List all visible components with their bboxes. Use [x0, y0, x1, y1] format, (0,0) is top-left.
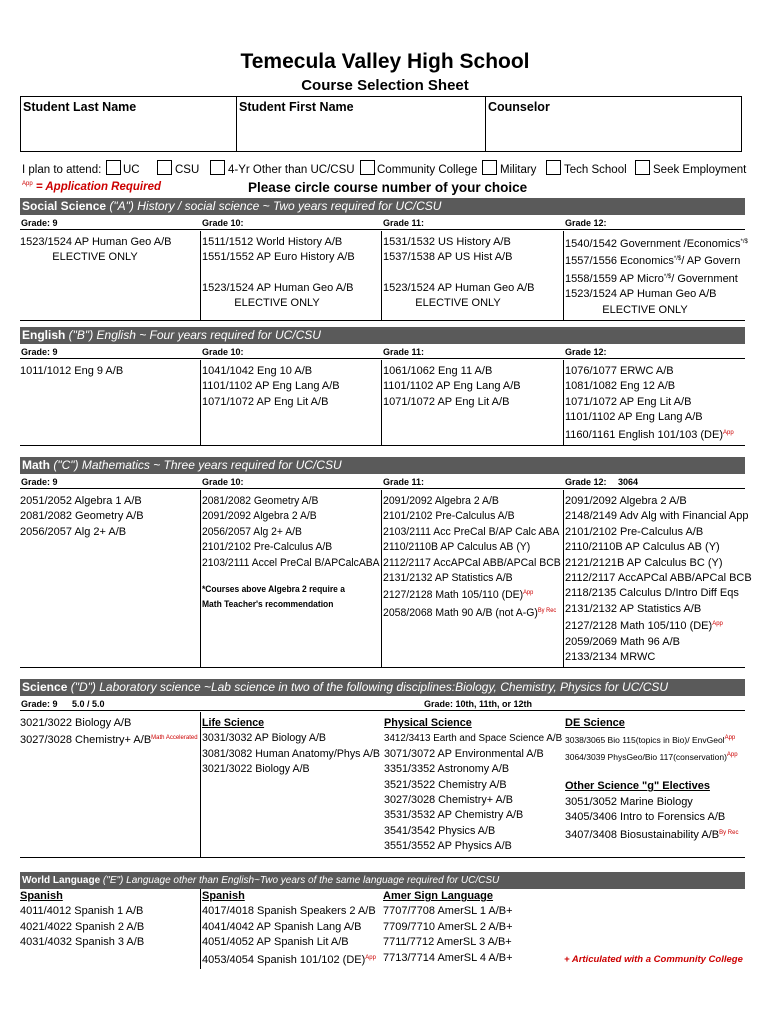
divider: [200, 231, 201, 320]
course-sup: App: [726, 752, 738, 759]
other-science-heading: Other Science "g" Electives: [565, 780, 710, 793]
english-grade-row: [20, 345, 745, 359]
course-item[interactable]: 1523/1524 AP Human Geo A/B: [202, 281, 354, 294]
english-band-italic: ("B") English ~ Four years required for UC/CSU: [68, 328, 321, 342]
spanish-2-cell: [202, 889, 376, 968]
last-name-label: Student Last Name: [23, 100, 137, 114]
course-sup: Math Accelerated: [151, 735, 198, 742]
course-item[interactable]: [565, 235, 748, 252]
course-item[interactable]: [20, 731, 198, 748]
course-item[interactable]: 2133/2134 MRWC: [565, 651, 656, 664]
science-band-italic: ("D") Laboratory science ~Lab science in two of the following disciplines:Biology, Chemistry, Physics for UC/CSU: [67, 680, 669, 694]
app-note-text: = Application Required: [35, 181, 162, 193]
checkbox-4yr[interactable]: [210, 160, 225, 175]
science-gpa: 5.0 / 5.0: [72, 699, 105, 709]
course-item[interactable]: 3405/3406 Intro to Forensics A/B: [565, 811, 726, 824]
course-item[interactable]: 1511/1512 World History A/B: [202, 236, 343, 248]
course-text: 1558/1559 AP Micro: [565, 272, 664, 285]
divider: [200, 712, 201, 857]
course-item[interactable]: 3071/3072 AP Environmental A/B: [384, 747, 544, 760]
course-item[interactable]: [565, 748, 738, 765]
circle-note: Please circle course number of your choice: [248, 180, 528, 195]
elective-note: ELECTIVE ONLY: [234, 297, 320, 310]
course-sup: By Rec: [719, 829, 739, 836]
course-sup: App: [724, 735, 736, 742]
course-text: 3027/3028 Chemistry+ A/B: [20, 734, 152, 747]
math-g12-cell: [565, 494, 752, 665]
course-item[interactable]: [565, 617, 752, 634]
social-g12-cell: [565, 235, 748, 318]
social-g11-cell: [383, 235, 534, 312]
course-text: 3064/3039 PhysGeo/Bio 117(conservation): [565, 752, 727, 763]
course-item[interactable]: 3551/3552 AP Physics A/B: [384, 840, 512, 853]
course-item[interactable]: 3541/3542 Physics A/B: [384, 824, 496, 837]
science-section: [20, 712, 745, 858]
course-item[interactable]: [565, 426, 734, 443]
counselor-box[interactable]: [485, 96, 742, 152]
course-item[interactable]: 2103/2111 Accel PreCal B/APCalcABA: [202, 556, 380, 569]
course-item[interactable]: [565, 731, 738, 748]
course-item[interactable]: 1523/1524 AP Human Geo A/B: [20, 236, 172, 248]
course-item[interactable]: 3021/3022 Biology A/B: [202, 763, 310, 776]
english-band-bold: English: [22, 328, 69, 342]
course-item[interactable]: 2110/2110B AP Calculus AB (Y): [383, 541, 531, 554]
course-item[interactable]: 4021/4022 Spanish 2 A/B: [20, 920, 145, 933]
science-grade-row: [20, 697, 745, 711]
course-item[interactable]: [202, 951, 376, 968]
divider: [381, 360, 382, 445]
course-item[interactable]: 1523/1524 AP Human Geo A/B: [565, 288, 717, 301]
course-item[interactable]: 1101/1102 AP Eng Lang A/B: [202, 380, 340, 393]
course-item[interactable]: 2101/2102 Pre-Calculus A/B: [565, 525, 704, 538]
course-text: / AP Govern: [681, 255, 741, 268]
math-section: [20, 490, 752, 668]
math-g10-cell: [202, 494, 391, 612]
asl-heading: Amer Sign Language: [383, 890, 494, 902]
course-item[interactable]: 3027/3028 Chemistry+ A/B: [384, 794, 513, 807]
divider: [563, 231, 564, 320]
plan-row: [22, 160, 752, 180]
course-item[interactable]: 1071/1072 AP Eng Lit A/B: [383, 395, 510, 408]
course-sup: */$: [663, 273, 672, 280]
divider: [381, 231, 382, 320]
course-item[interactable]: 7707/7708 AmerSL 1 A/B+: [383, 905, 513, 918]
math-grade-9: Grade: 9: [21, 477, 58, 487]
de-science-cell: [565, 716, 738, 843]
course-item[interactable]: 3521/3522 Chemistry A/B: [384, 778, 507, 791]
course-text: 2058/2068 Math 90 A/B (not A-G): [383, 606, 538, 619]
course-item[interactable]: 4031/4032 Spanish 3 A/B: [20, 936, 145, 949]
math-note: *Courses above Algebra 2 require a: [202, 584, 345, 595]
course-item[interactable]: 2101/2102 Pre-Calculus A/B: [383, 510, 515, 523]
school-title: Temecula Valley High School: [240, 50, 530, 73]
social-grade-9: Grade: 9: [21, 218, 58, 228]
spanish-heading: Spanish: [20, 890, 63, 902]
physical-science-heading: Physical Science: [384, 717, 472, 729]
course-item[interactable]: 3051/3052 Marine Biology: [565, 795, 693, 808]
option-4yr: 4-Yr Other than UC/CSU: [228, 164, 355, 176]
course-item[interactable]: 1531/1532 US History A/B: [383, 236, 511, 248]
english-g12-cell: [565, 364, 734, 443]
spanish-1-cell: [20, 889, 144, 951]
course-item[interactable]: 3031/3032 AP Biology A/B: [202, 732, 327, 745]
course-text: 1160/1161 English 101/103 (DE): [565, 428, 723, 441]
course-text: 3038/3065 Bio 115(topics in Bio)/ EnvGeol: [565, 735, 725, 746]
course-item[interactable]: 3021/3022 Biology A/B: [20, 717, 132, 729]
course-item[interactable]: 3412/3413 Earth and Space Science A/B: [384, 733, 563, 745]
course-item[interactable]: 2059/2069 Math 96 A/B: [565, 635, 680, 648]
science-band: [20, 679, 745, 696]
course-item[interactable]: 7713/7714 AmerSL 4 A/B+: [383, 951, 513, 964]
divider: [200, 490, 201, 667]
english-section: [20, 360, 745, 446]
math-grade-row: [20, 475, 745, 489]
course-item[interactable]: 2112/2117 AccAPCal ABB/APCal BCB: [383, 556, 561, 569]
course-item[interactable]: [383, 586, 561, 603]
course-sup: App: [722, 429, 734, 436]
checkbox-military[interactable]: [482, 160, 497, 175]
course-item[interactable]: 4051/4052 AP Spanish Lit A/B: [202, 936, 349, 949]
course-item[interactable]: [565, 826, 738, 843]
course-item[interactable]: 2110/2110B AP Calculus AB (Y): [565, 541, 720, 554]
option-military: Military: [500, 164, 537, 176]
divider: [563, 360, 564, 445]
course-text: 1557/1556 Economics: [565, 255, 674, 268]
social-section: [20, 231, 748, 321]
course-item[interactable]: 7709/7710 AmerSL 2 A/B+: [383, 920, 513, 933]
social-band-bold: Social Science: [22, 199, 107, 213]
english-g9-cell: [20, 364, 123, 379]
course-item[interactable]: 1081/1082 Eng 12 A/B: [565, 380, 676, 393]
social-grade-row: [20, 216, 745, 230]
social-g9-cell: [20, 235, 171, 266]
app-note: [22, 181, 161, 193]
elective-note: ELECTIVE ONLY: [52, 251, 138, 264]
course-item[interactable]: 3531/3532 AP Chemistry A/B: [384, 809, 524, 822]
social-g10-cell: [202, 235, 355, 312]
course-item[interactable]: 2056/2057 Alg 2+ A/B: [202, 525, 302, 538]
course-item[interactable]: 1076/1077 ERWC A/B: [565, 365, 674, 377]
option-seek-employment: Seek Employment: [653, 164, 747, 176]
sheet-title: Course Selection Sheet: [301, 77, 469, 94]
course-text: / Government: [671, 272, 738, 285]
course-text: 2127/2128 Math 105/110 (DE): [383, 589, 524, 602]
course-text: 3407/3408 Biosustainability A/B: [565, 828, 720, 841]
course-item[interactable]: 2131/2132 AP Statistics A/B: [565, 602, 702, 615]
course-item[interactable]: 2081/2082 Geometry A/B: [20, 510, 144, 523]
science-grade-rest: Grade: 10th, 11th, or 12th: [424, 699, 533, 709]
math-grade-10: Grade 10:: [202, 477, 244, 487]
course-text: 4053/4054 Spanish 101/102 (DE): [202, 953, 366, 966]
math-band: [20, 457, 745, 474]
course-item[interactable]: 1041/1042 Eng 10 A/B: [202, 365, 313, 377]
option-community-college: Community College: [377, 164, 478, 176]
last-name-box[interactable]: [20, 96, 237, 152]
course-item[interactable]: [383, 604, 561, 621]
english-grade-12: Grade 12:: [565, 347, 607, 357]
course-sup: App: [712, 621, 723, 628]
course-text: 2127/2128 Math 105/110 (DE): [565, 620, 713, 633]
science-grade-9: Grade: 9: [21, 699, 58, 709]
course-item[interactable]: 2131/2132 AP Statistics A/B: [383, 572, 513, 585]
checkbox-uc[interactable]: [106, 160, 121, 175]
spanish-heading: Spanish: [202, 890, 245, 902]
course-item[interactable]: 1071/1072 AP Eng Lit A/B: [202, 395, 329, 408]
counselor-label: Counselor: [488, 100, 550, 114]
math-g9-cell: [20, 494, 144, 540]
math-grade-12: Grade 12:: [565, 477, 607, 487]
de-science-heading: DE Science: [565, 717, 625, 729]
language-band-italic: ("E") Language other than English~Two years of the same language required for UC/CSU: [100, 875, 500, 886]
english-g11-cell: [383, 364, 521, 410]
course-item[interactable]: 2091/2092 Algebra 2 A/B: [565, 495, 687, 507]
course-sup: App: [365, 954, 376, 961]
course-item[interactable]: 2081/2082 Geometry A/B: [202, 495, 319, 507]
course-item[interactable]: 7711/7712 AmerSL 3 A/B+: [383, 936, 512, 949]
divider: [200, 889, 201, 969]
course-item[interactable]: 2103/2111 Acc PreCal B/AP Calc ABA: [383, 525, 560, 538]
math-grade-12-extra: 3064: [618, 477, 639, 487]
course-item[interactable]: 3081/3082 Human Anatomy/Phys A/B: [202, 747, 380, 760]
course-item[interactable]: 2056/2057 Alg 2+ A/B: [20, 525, 127, 538]
checkbox-tech-school[interactable]: [546, 160, 561, 175]
option-uc: UC: [123, 164, 140, 176]
course-item[interactable]: 4011/4012 Spanish 1 A/B: [20, 905, 144, 918]
social-grade-11: Grade 11:: [383, 218, 425, 228]
elective-note: ELECTIVE ONLY: [602, 303, 688, 316]
course-item[interactable]: [565, 270, 748, 287]
course-item[interactable]: 1061/1062 Eng 11 A/B: [383, 365, 493, 377]
course-item[interactable]: 2118/2135 Calculus D/Intro Diff Eqs: [565, 587, 739, 600]
math-grade-11: Grade 11:: [383, 477, 425, 487]
option-csu: CSU: [175, 164, 200, 176]
science-g9-cell: [20, 716, 198, 749]
language-section: [20, 889, 745, 969]
course-item[interactable]: 1551/1552 AP Euro History A/B: [202, 251, 355, 264]
first-name-box[interactable]: [236, 96, 486, 152]
language-band-bold: World Language: [22, 875, 101, 886]
course-item[interactable]: 2112/2117 AccAPCal ABB/APCal BCB: [565, 572, 752, 585]
social-grade-12: Grade 12:: [565, 218, 607, 228]
articulated-note: + Articulated with a Community College: [564, 954, 743, 965]
course-item[interactable]: 1011/1012 Eng 9 A/B: [20, 365, 124, 377]
asl-cell: [383, 889, 513, 966]
life-science-heading: Life Science: [202, 717, 265, 729]
english-band: [20, 327, 745, 344]
app-sup: App: [22, 181, 33, 188]
course-item[interactable]: 2121/2121B AP Calculus BC (Y): [565, 556, 723, 569]
course-item[interactable]: 2091/2092 Algebra 2 A/B: [202, 510, 317, 523]
course-item[interactable]: 4041/4042 AP Spanish Lang A/B: [202, 920, 362, 933]
social-grade-10: Grade 10:: [202, 218, 244, 228]
course-item[interactable]: 1101/1102 AP Eng Lang A/B: [565, 411, 703, 424]
physical-science-cell: [384, 716, 565, 855]
course-item[interactable]: 2051/2052 Algebra 1 A/B: [20, 495, 142, 507]
course-sup: */$: [673, 256, 682, 263]
math-band-bold: Math: [22, 458, 54, 472]
course-item[interactable]: 2148/2149 Adv Alg with Financial App: [565, 510, 749, 523]
course-item[interactable]: 1101/1102 AP Eng Lang A/B: [383, 380, 521, 393]
english-g10-cell: [202, 364, 340, 410]
checkbox-csu[interactable]: [157, 160, 172, 175]
course-item[interactable]: 4017/4018 Spanish Speakers 2 A/B: [202, 905, 376, 918]
english-grade-10: Grade 10:: [202, 347, 244, 357]
plan-label: I plan to attend:: [22, 164, 102, 176]
course-item[interactable]: 3351/3352 Astronomy A/B: [384, 763, 510, 776]
course-sup: */$: [740, 239, 748, 245]
course-item[interactable]: 1523/1524 AP Human Geo A/B: [383, 281, 535, 294]
life-science-cell: [202, 716, 386, 778]
social-science-band: [20, 198, 745, 215]
course-sup: App: [523, 590, 534, 597]
math-band-italic: ("C") Mathematics ~ Three years required for UC/CSU: [53, 458, 342, 472]
option-tech-school: Tech School: [564, 164, 627, 176]
course-sup: By Rec: [537, 607, 557, 614]
social-band-italic: ("A") History / social science ~ Two years required for UC/CSU: [106, 199, 442, 213]
first-name-label: Student First Name: [239, 100, 354, 114]
checkbox-seek-employment[interactable]: [635, 160, 650, 175]
divider: [200, 360, 201, 445]
course-item[interactable]: 2101/2102 Pre-Calculus A/B: [202, 541, 333, 554]
science-band-bold: Science: [22, 680, 68, 694]
course-item[interactable]: [565, 252, 748, 269]
checkbox-community-college[interactable]: [360, 160, 375, 175]
language-band: [20, 872, 745, 889]
course-item[interactable]: 1537/1538 AP US Hist A/B: [383, 251, 513, 264]
course-item[interactable]: 2091/2092 Algebra 2 A/B: [383, 495, 499, 507]
elective-note: ELECTIVE ONLY: [415, 297, 501, 310]
course-text: 1540/1542 Government /Economics: [565, 238, 741, 250]
math-g11-cell: [383, 494, 570, 621]
english-grade-11: Grade 11:: [383, 347, 425, 357]
math-note: Math Teacher's recommendation: [202, 599, 334, 610]
english-grade-9: Grade: 9: [21, 347, 58, 357]
course-item[interactable]: 1071/1072 AP Eng Lit A/B: [565, 395, 692, 408]
